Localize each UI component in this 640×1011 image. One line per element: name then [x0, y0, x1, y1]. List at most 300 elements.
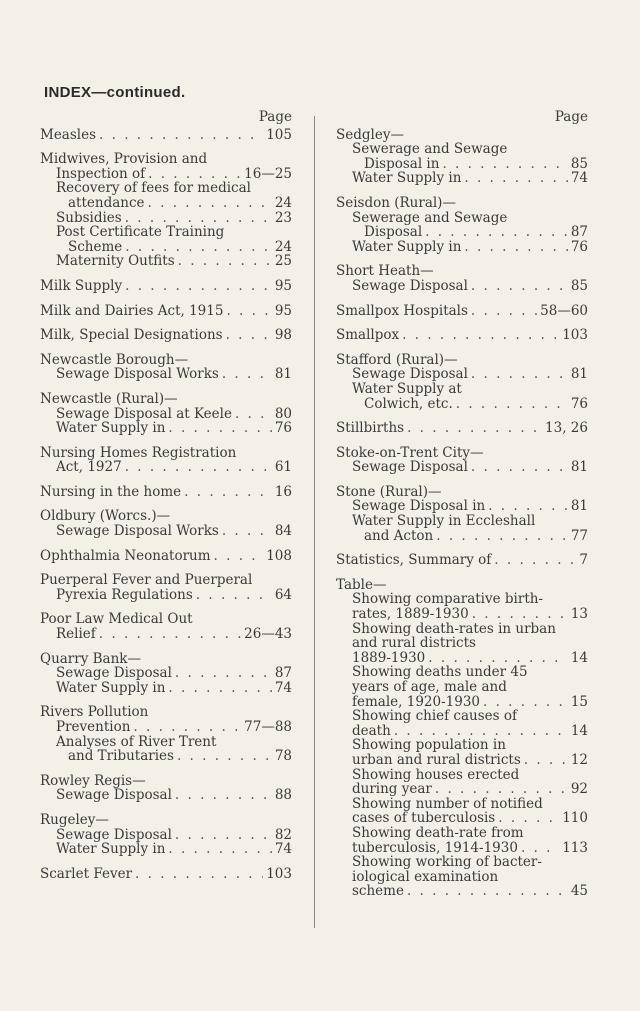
index-line — [336, 142, 588, 157]
entry-text: Sedgley— — [336, 126, 404, 143]
index-entry — [40, 328, 292, 343]
page-number: 45 — [570, 883, 588, 900]
index-entry — [40, 152, 292, 269]
page-column-header: Page — [258, 109, 292, 125]
entry-text: Rivers Pollution — [40, 704, 149, 721]
index-line — [40, 612, 292, 627]
index-line — [336, 665, 588, 680]
index-entry — [40, 304, 292, 319]
index-entry — [336, 485, 588, 543]
page-number: 15 — [570, 693, 588, 710]
dot-leader — [125, 240, 272, 255]
entry-text: Prevention — [56, 719, 131, 735]
entry-text: Water Supply in — [352, 170, 462, 187]
index-line — [336, 382, 588, 397]
dot-leader — [436, 529, 568, 544]
index-line — [40, 240, 292, 255]
entry-text: tuberculosis, 1914-1930 — [352, 839, 518, 856]
entry-text: Disposal — [364, 224, 423, 241]
index-column-left — [40, 110, 292, 891]
dot-leader — [226, 304, 271, 319]
entry-text: Ophthalmia Neonatorum — [40, 547, 211, 564]
index-line — [40, 813, 292, 828]
page-number: 87 — [274, 665, 292, 682]
page-number: 84 — [274, 523, 292, 540]
index-line — [336, 225, 588, 240]
index-line — [336, 607, 588, 622]
index-line — [336, 841, 588, 856]
entry-text: Water Supply in — [56, 841, 166, 858]
entry-text: Puerperal Fever and Puerperal — [40, 572, 253, 589]
dot-leader — [464, 240, 567, 255]
entry-text: Poor Law Medical Out — [40, 611, 193, 628]
dot-leader — [456, 397, 568, 412]
index-line — [336, 870, 588, 885]
index-line — [336, 128, 588, 143]
index-line — [336, 553, 588, 568]
dot-leader — [483, 695, 568, 710]
dot-leader — [394, 724, 568, 739]
entry-text: Sewage Disposal — [352, 366, 468, 383]
entry-text: Showing death-rate from — [352, 824, 524, 841]
dot-leader — [471, 279, 568, 294]
dot-leader — [177, 749, 272, 764]
dot-leader — [175, 828, 272, 843]
dot-leader — [494, 553, 576, 568]
index-entries — [336, 128, 588, 899]
column-divider — [314, 116, 315, 928]
index-entry — [40, 485, 292, 500]
entry-text: Sewage Disposal in — [352, 498, 486, 515]
index-line — [40, 225, 292, 240]
index-line — [40, 788, 292, 803]
index-line — [336, 328, 588, 343]
entry-text: Milk Supply — [40, 277, 123, 294]
entry-text: Milk and Dairies Act, 1915 — [40, 302, 224, 319]
entry-text: during year — [352, 781, 432, 798]
dot-leader — [472, 607, 568, 622]
index-line — [336, 622, 588, 637]
page-number: 26—43 — [244, 626, 292, 643]
index-line — [336, 499, 588, 514]
entry-text: Nursing Homes Registration — [40, 444, 237, 461]
index-entry — [40, 446, 292, 475]
entry-text: Oldbury (Worcs.)— — [40, 508, 171, 525]
dot-leader — [471, 460, 568, 475]
index-line — [336, 826, 588, 841]
index-line — [336, 578, 588, 593]
dot-leader — [521, 841, 559, 856]
index-line — [40, 304, 292, 319]
entry-text: Seisdon (Rural)— — [336, 194, 456, 211]
index-entry — [336, 446, 588, 475]
dot-leader — [196, 588, 272, 603]
entry-text: Stoke-on-Trent City— — [336, 444, 484, 461]
index-line — [40, 720, 292, 735]
entry-text: 1889-1930 — [352, 649, 426, 666]
index-line — [40, 328, 292, 343]
entry-text: Showing deaths under 45 — [352, 664, 528, 681]
index-line — [336, 460, 588, 475]
index-line — [40, 774, 292, 789]
dot-leader — [488, 499, 568, 514]
page-number: 24 — [274, 238, 292, 255]
index-line — [336, 279, 588, 294]
entry-text: Post Certificate Training — [56, 224, 225, 241]
index-line — [40, 509, 292, 524]
dot-leader — [178, 254, 272, 269]
index-line — [336, 196, 588, 211]
index-entry — [40, 573, 292, 602]
entry-text: Rowley Regis— — [40, 772, 146, 789]
entry-text: Subsidies — [56, 209, 122, 226]
index-line — [40, 828, 292, 843]
index-line — [336, 367, 588, 382]
index-line — [336, 768, 588, 783]
index-line — [336, 724, 588, 739]
entry-text: Relief — [56, 626, 96, 643]
entry-text: Sewerage and Sewage — [352, 209, 508, 226]
page-number: 58—60 — [540, 302, 588, 319]
page-number: 76 — [570, 395, 588, 412]
entry-text: cases of tuberculosis — [352, 810, 496, 827]
page-number: 13, 26 — [545, 420, 588, 437]
dot-leader — [235, 407, 272, 422]
index-line — [336, 171, 588, 186]
index-line — [336, 797, 588, 812]
index-entry — [40, 353, 292, 382]
dot-leader — [184, 485, 272, 500]
index-line — [336, 211, 588, 226]
dot-leader — [99, 128, 263, 143]
index-line — [336, 738, 588, 753]
index-entry — [40, 392, 292, 436]
page-number: 76 — [274, 420, 292, 437]
dot-leader — [425, 225, 568, 240]
dot-leader — [99, 627, 241, 642]
entry-text: attendance — [68, 194, 145, 211]
dot-leader — [222, 524, 272, 539]
entry-text: Recovery of fees for medical — [56, 180, 251, 197]
page-number: 81 — [570, 498, 588, 515]
entry-text: Water Supply at — [352, 380, 462, 397]
dot-leader — [168, 421, 271, 436]
entry-text: Pyrexia Regulations — [56, 586, 193, 603]
index-entries — [40, 128, 292, 882]
entry-text: Showing population in — [352, 737, 506, 754]
entry-text: Showing working of bacter- — [352, 854, 542, 871]
dot-leader — [125, 279, 272, 294]
page-number: 74 — [274, 679, 292, 696]
entry-text: Inspection of — [56, 165, 146, 182]
page-number: 85 — [570, 155, 588, 172]
index-line — [40, 279, 292, 294]
index-line — [40, 367, 292, 382]
index-line — [336, 397, 588, 412]
entry-text: Analyses of River Trent — [56, 733, 217, 750]
index-line — [40, 446, 292, 461]
page-number: 87 — [570, 224, 588, 241]
index-line — [336, 753, 588, 768]
index-line — [40, 167, 292, 182]
entry-text: years of age, male and — [352, 679, 507, 695]
page-number: 77—88 — [244, 719, 292, 735]
page-number: 103 — [266, 865, 292, 882]
page-number: 95 — [274, 277, 292, 294]
page-number: 88 — [274, 787, 292, 804]
page-number: 105 — [266, 126, 292, 143]
page-number: 74 — [274, 841, 292, 858]
dot-leader — [148, 167, 241, 182]
index-line — [40, 254, 292, 269]
page-number: 13 — [570, 606, 588, 623]
index-entry — [336, 128, 588, 186]
page-number: 76 — [570, 238, 588, 255]
index-line — [336, 855, 588, 870]
entry-text: Newcastle (Rural)— — [40, 390, 178, 407]
entry-text: Water Supply in — [56, 679, 166, 696]
entry-text: scheme — [352, 883, 404, 900]
index-entry — [336, 304, 588, 319]
entry-text: and Acton — [364, 527, 434, 544]
index-heading: INDEX—continued. — [44, 84, 186, 101]
index-line — [40, 749, 292, 764]
page-number: 74 — [570, 170, 588, 187]
index-entry — [336, 196, 588, 254]
page-number: 25 — [274, 253, 292, 270]
page-number: 16 — [274, 483, 292, 500]
index-entry — [40, 774, 292, 803]
entry-text: Sewage Disposal — [352, 277, 468, 294]
index-line — [40, 681, 292, 696]
index-line — [336, 529, 588, 544]
index-entry — [336, 578, 588, 899]
index-line — [40, 588, 292, 603]
dot-leader — [175, 666, 272, 681]
index-line — [40, 421, 292, 436]
entry-text: Colwich, etc. — [364, 395, 453, 412]
page-number: 77 — [570, 527, 588, 544]
index-line — [40, 152, 292, 167]
entry-text: Sewage Disposal — [352, 459, 468, 476]
dot-leader — [442, 157, 567, 172]
index-line — [40, 627, 292, 642]
index-entry — [40, 652, 292, 696]
entry-text: Measles — [40, 126, 97, 143]
index-entry — [336, 553, 588, 568]
entry-text: Showing chief causes of — [352, 708, 517, 725]
index-line — [336, 421, 588, 436]
entry-text: Water Supply in — [56, 420, 166, 437]
entry-text: Sewage Disposal Works — [56, 523, 219, 540]
dot-leader — [135, 867, 263, 882]
entry-text: Sewage Disposal — [56, 665, 172, 682]
index-line — [40, 573, 292, 588]
entry-text: Water Supply in Eccleshall — [352, 513, 536, 530]
index-line — [336, 485, 588, 500]
entry-text: Maternity Outfits — [56, 253, 175, 270]
index-line — [40, 842, 292, 857]
entry-text: Showing houses erected — [352, 766, 520, 783]
page-number: 110 — [562, 810, 588, 827]
dot-leader — [435, 782, 568, 797]
index-line — [336, 592, 588, 607]
page-number: 113 — [562, 839, 588, 856]
entry-text: and rural districts — [352, 635, 476, 652]
entry-text: Sewage Disposal — [56, 787, 172, 804]
index-line — [336, 636, 588, 651]
page-number: 14 — [570, 649, 588, 666]
page-number: 61 — [274, 459, 292, 476]
dot-leader — [464, 171, 567, 186]
dot-leader — [168, 681, 271, 696]
dot-leader — [471, 304, 537, 319]
index-line — [40, 705, 292, 720]
index-entry — [336, 421, 588, 436]
index-line — [336, 157, 588, 172]
index-line — [336, 514, 588, 529]
index-line — [40, 353, 292, 368]
index-line — [336, 782, 588, 797]
entry-text: Disposal in — [364, 155, 440, 172]
index-entry — [40, 549, 292, 564]
entry-text: Smallpox — [336, 327, 400, 344]
dot-leader — [168, 842, 271, 857]
page-number: 81 — [570, 459, 588, 476]
dot-leader — [524, 753, 568, 768]
entry-text: Rugeley— — [40, 811, 109, 828]
index-entry — [40, 128, 292, 143]
index-line — [40, 549, 292, 564]
page-number: 82 — [274, 826, 292, 843]
entry-text: Stillbirths — [336, 420, 405, 437]
index-entry — [336, 353, 588, 411]
index-line — [40, 196, 292, 211]
index-entry — [40, 612, 292, 641]
page-number: 7 — [579, 552, 588, 569]
dot-leader — [222, 367, 272, 382]
index-line — [40, 524, 292, 539]
dot-leader — [214, 549, 264, 564]
entry-text: Statistics, Summary of — [336, 552, 492, 569]
entry-text: Stafford (Rural)— — [336, 351, 458, 368]
page-number: 85 — [570, 277, 588, 294]
entry-text: Milk, Special Designations — [40, 327, 223, 344]
page-number: 14 — [570, 722, 588, 739]
index-entry — [40, 279, 292, 294]
dot-leader — [402, 328, 559, 343]
page-number: 64 — [274, 586, 292, 603]
page-number: 81 — [274, 366, 292, 383]
entry-text: Smallpox Hospitals — [336, 302, 468, 319]
index-line — [40, 181, 292, 196]
index-column-right — [336, 110, 588, 909]
page-number: 12 — [570, 751, 588, 768]
page-number: 92 — [570, 781, 588, 798]
index-line — [336, 680, 588, 695]
entry-text: Newcastle Borough— — [40, 351, 189, 368]
index-entry — [40, 509, 292, 538]
entry-text: Sewage Disposal — [56, 826, 172, 843]
index-entry — [40, 867, 292, 882]
index-line — [336, 695, 588, 710]
entry-text: female, 1920-1930 — [352, 693, 480, 710]
page-number: 81 — [570, 366, 588, 383]
dot-leader — [125, 211, 272, 226]
entry-text: Midwives, Provision and — [40, 151, 208, 168]
entry-text: Showing death-rates in urban — [352, 620, 556, 637]
entry-text: Scheme — [68, 238, 123, 255]
entry-text: Sewage Disposal Works — [56, 366, 219, 383]
entry-text: Showing comparative birth- — [352, 591, 543, 608]
entry-text: Scarlet Fever — [40, 865, 133, 882]
dot-leader — [407, 421, 542, 436]
page-number: 24 — [274, 194, 292, 211]
page-number: 108 — [266, 547, 292, 564]
page-number: 95 — [274, 302, 292, 319]
entry-text: Nursing in the home — [40, 483, 182, 500]
index-line — [336, 709, 588, 724]
entry-text: iological examination — [352, 868, 499, 885]
dot-leader — [226, 328, 272, 343]
index-line — [40, 735, 292, 750]
entry-text: Table— — [336, 576, 387, 593]
page-number: 103 — [562, 327, 588, 344]
dot-leader — [175, 788, 272, 803]
index-entry — [336, 264, 588, 293]
dot-leader — [498, 811, 559, 826]
index-line — [40, 211, 292, 226]
index-line — [40, 867, 292, 882]
dot-leader — [133, 720, 241, 735]
index-line — [40, 407, 292, 422]
dot-leader — [471, 367, 568, 382]
dot-leader — [148, 196, 272, 211]
entry-text: Quarry Bank— — [40, 650, 141, 667]
index-line — [40, 392, 292, 407]
entry-text: Showing number of notified — [352, 795, 543, 812]
entry-text: Water Supply in — [352, 238, 462, 255]
dot-leader — [125, 460, 272, 475]
dot-leader — [407, 884, 568, 899]
entry-text: Sewage Disposal at Keele — [56, 405, 232, 422]
page-column-header: Page — [554, 109, 588, 125]
index-line — [40, 666, 292, 681]
index-line — [336, 240, 588, 255]
page-number: 80 — [274, 405, 292, 422]
index-line — [336, 884, 588, 899]
index-line — [40, 485, 292, 500]
page-number: 78 — [274, 748, 292, 765]
page-number: 23 — [274, 209, 292, 226]
index-line — [336, 304, 588, 319]
index-entry — [40, 813, 292, 857]
entry-text: Sewerage and Sewage — [352, 141, 508, 158]
index-line — [40, 460, 292, 475]
index-entry — [336, 328, 588, 343]
index-line — [336, 353, 588, 368]
index-line — [336, 446, 588, 461]
entry-text: death — [352, 722, 391, 739]
index-line — [40, 128, 292, 143]
index-line — [40, 652, 292, 667]
dot-leader — [428, 651, 568, 666]
index-entry — [40, 705, 292, 763]
page-number: 16—25 — [244, 165, 292, 182]
index-line — [336, 811, 588, 826]
entry-text: Act, 1927 — [56, 459, 122, 476]
index-line — [336, 264, 588, 279]
